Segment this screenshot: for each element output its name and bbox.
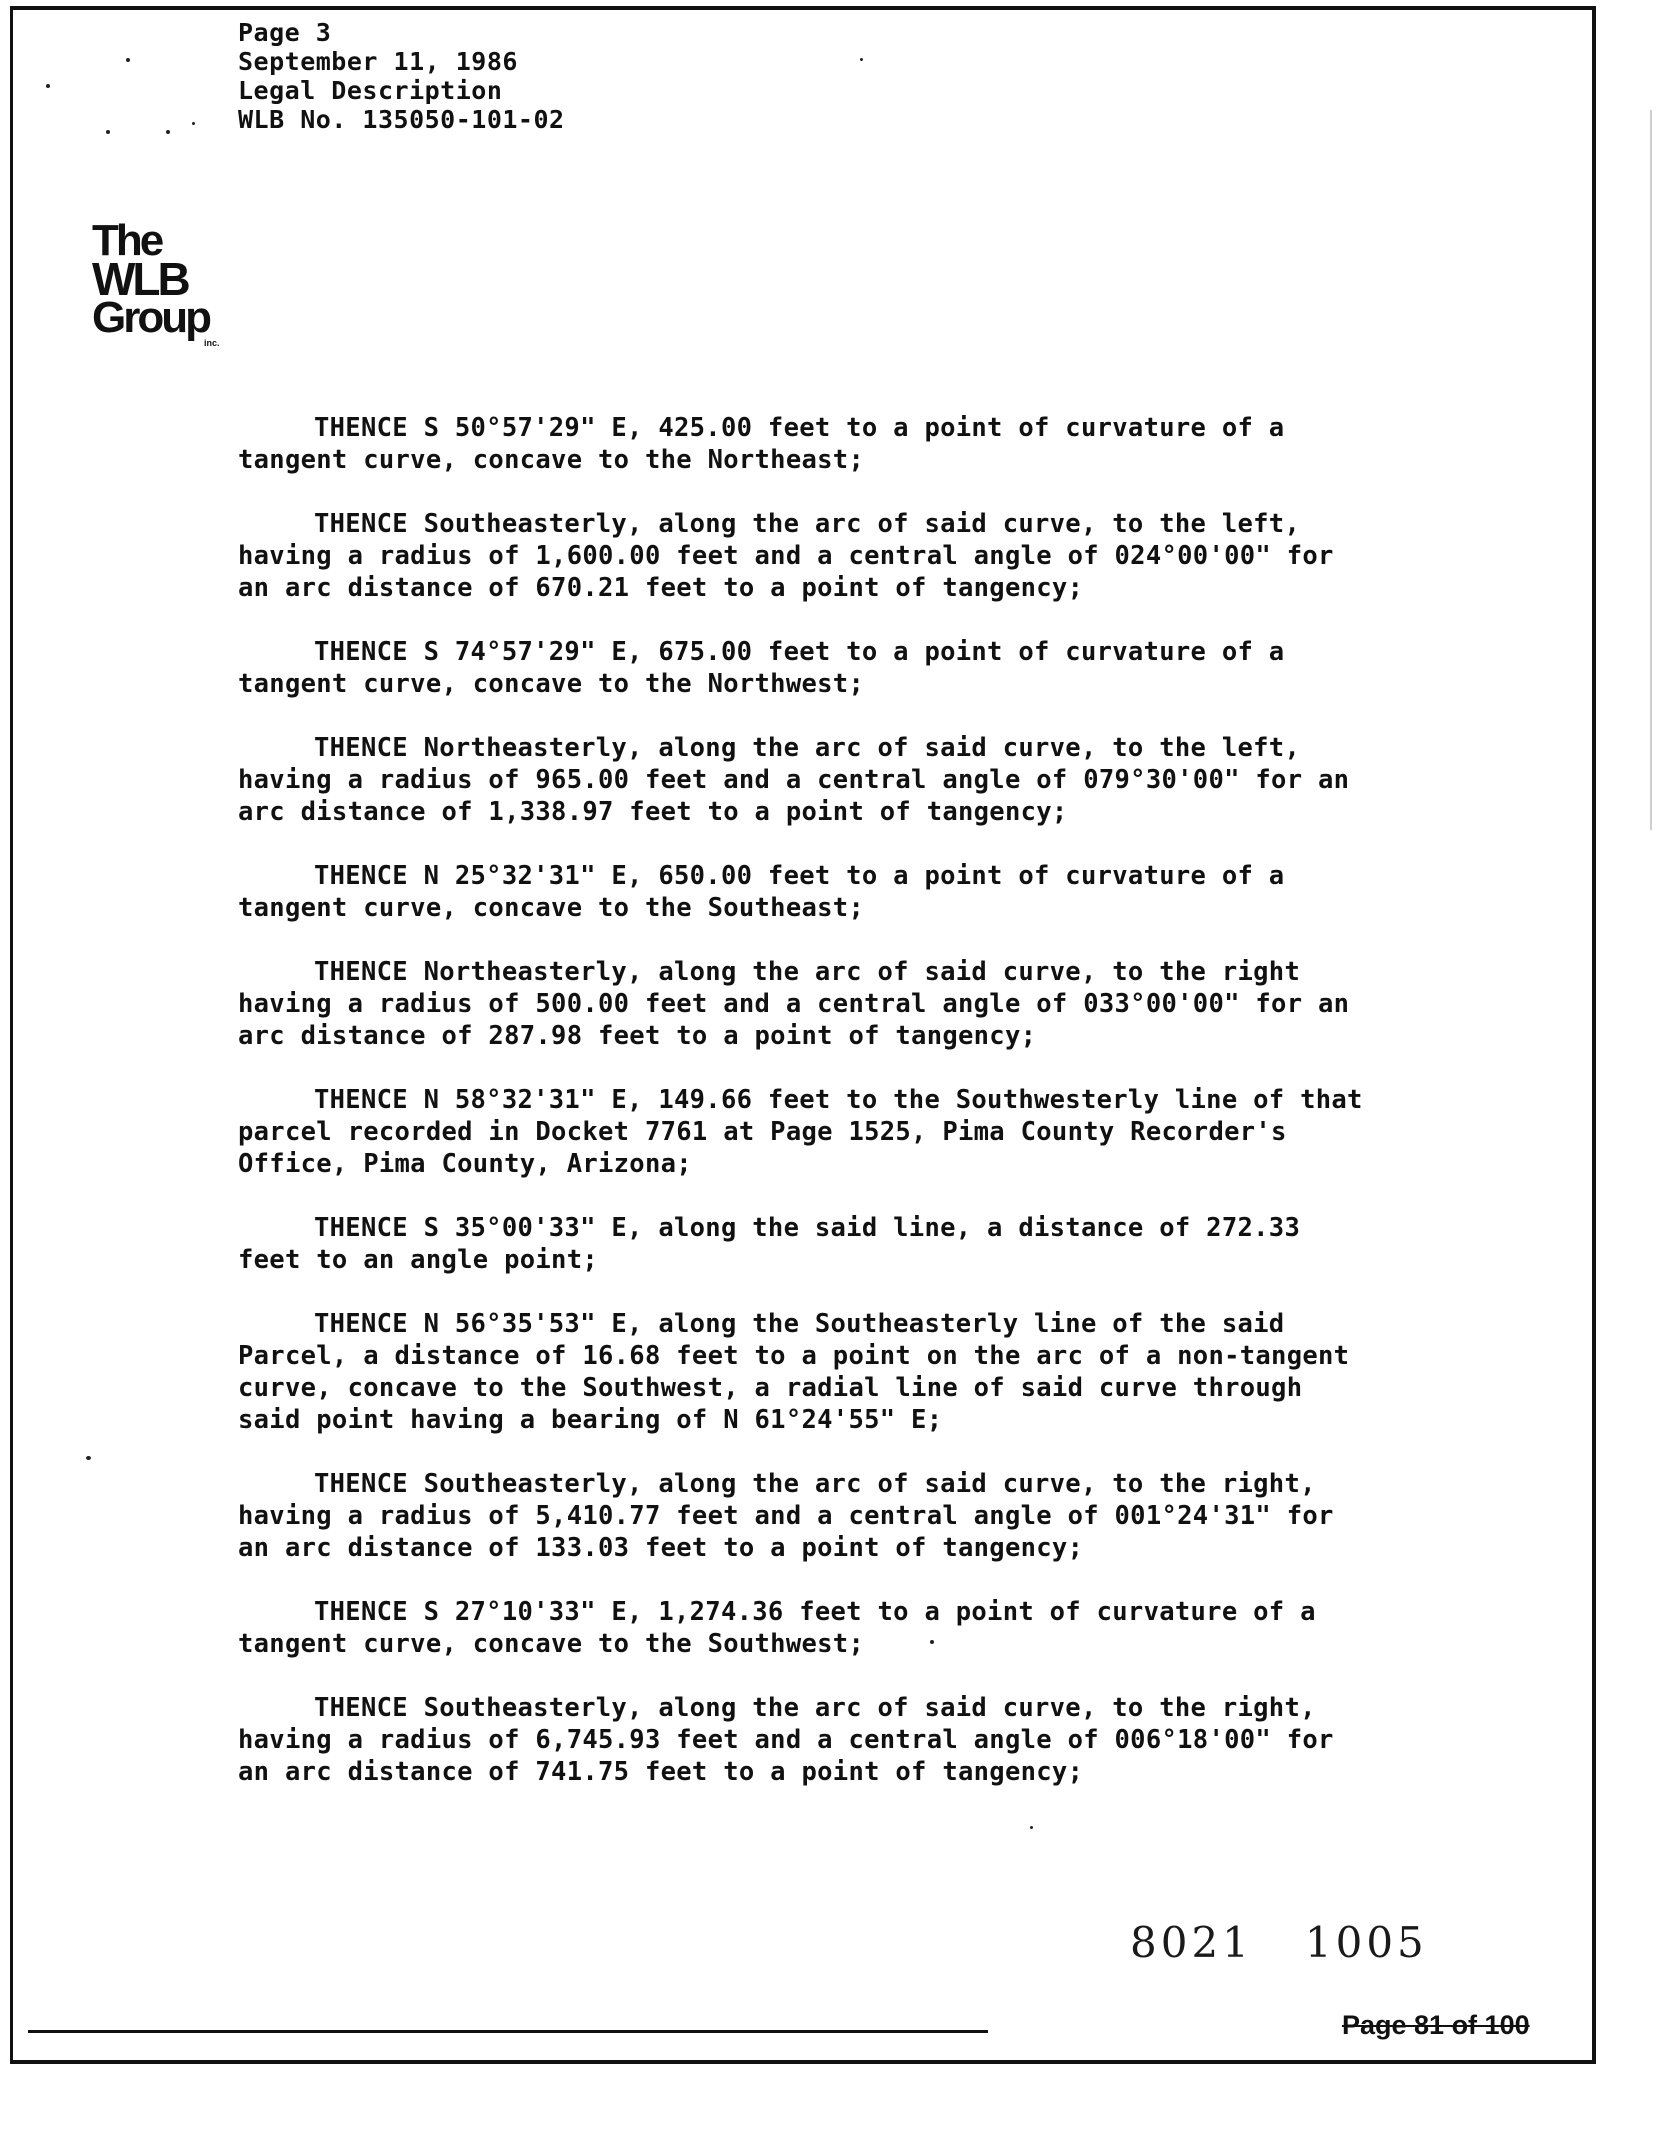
paragraph-line: THENCE N 25°32'31" E, 650.00 feet to a point of curvature of a (314, 861, 1285, 891)
paragraph (238, 636, 1368, 700)
scan-speck (860, 58, 863, 61)
wlb-number: WLB No. 135050-101-02 (238, 105, 565, 134)
docket-page-number: 1005 (1304, 1918, 1428, 1967)
paragraph-line: tangent curve, concave to the Southwest; (238, 1629, 865, 1659)
recording-stamp (1130, 1918, 1428, 1967)
paragraph-line: an arc distance of 741.75 feet to a point of tangency; (238, 1757, 1084, 1787)
wlb-group-logo (92, 216, 220, 348)
paragraph-line: an arc distance of 670.21 feet to a point of tangency; (238, 573, 1084, 603)
paragraph-line: Office, Pima County, Arizona; (238, 1149, 692, 1179)
paragraph-line: THENCE S 74°57'29" E, 675.00 feet to a point of curvature of a (314, 637, 1285, 667)
paragraph (238, 412, 1368, 476)
paragraph (238, 1596, 1368, 1660)
paragraph-line: THENCE Northeasterly, along the arc of said curve, to the right (314, 957, 1301, 987)
paragraph-line: feet to an angle point; (238, 1245, 599, 1275)
document-date: September 11, 1986 (238, 47, 518, 76)
scan-speck (166, 130, 170, 134)
paragraph-line: THENCE Southeasterly, along the arc of said curve, to the left, (314, 509, 1301, 539)
paragraph-line: THENCE Northeasterly, along the arc of said curve, to the left, (314, 733, 1301, 763)
paragraph (238, 860, 1368, 924)
paragraph-line: an arc distance of 133.03 feet to a point of tangency; (238, 1533, 1084, 1563)
logo-suffix: inc. (204, 338, 220, 348)
scan-speck (1030, 1826, 1033, 1829)
paragraph-line: THENCE Southeasterly, along the arc of said curve, to the right, (314, 1693, 1316, 1723)
scan-speck (126, 58, 130, 62)
paragraph (238, 732, 1368, 828)
paragraph-line: THENCE N 58°32'31" E, 149.66 feet to the Southwesterly line of that (314, 1085, 1363, 1115)
scan-speck (192, 122, 195, 125)
paragraph-line: THENCE S 27°10'33" E, 1,274.36 feet to a point of curvature of a (314, 1597, 1316, 1627)
paragraph-line: arc distance of 287.98 feet to a point of tangency; (238, 1021, 1037, 1051)
paragraph (238, 1468, 1368, 1564)
paragraph-line: parcel recorded in Docket 7761 at Page 1525, Pima County Recorder's (238, 1117, 1287, 1147)
paragraph (238, 1692, 1368, 1788)
legal-description-body (238, 412, 1368, 1820)
scan-speck (930, 1640, 934, 1644)
scan-speck (86, 1456, 91, 1460)
scan-edge-mark (1650, 110, 1652, 830)
paragraph-line: said point having a bearing of N 61°24'55" E; (238, 1405, 943, 1435)
logo-line-group: Group (92, 293, 209, 343)
paragraph-line: having a radius of 1,600.00 feet and a central angle of 024°00'00" for (238, 541, 1334, 571)
paragraph-line: Parcel, a distance of 16.68 feet to a point on the arc of a non-tangent (238, 1341, 1350, 1371)
paragraph (238, 956, 1368, 1052)
paragraph-line: tangent curve, concave to the Southeast; (238, 893, 865, 923)
scan-speck (46, 84, 50, 88)
paragraph-line: THENCE S 35°00'33" E, along the said line, a distance of 272.33 (314, 1213, 1301, 1243)
paragraph-line: arc distance of 1,338.97 feet to a point of tangency; (238, 797, 1068, 827)
paragraph-line: having a radius of 6,745.93 feet and a central angle of 006°18'00" for (238, 1725, 1334, 1755)
logo-line-wlb: WLB (92, 252, 188, 305)
docket-number: 8021 (1130, 1918, 1253, 1967)
paragraph (238, 1212, 1368, 1276)
paragraph-line: curve, concave to the Southwest, a radial line of said curve through (238, 1373, 1303, 1403)
paragraph (238, 1084, 1368, 1180)
bottom-rule (28, 2030, 988, 2033)
paragraph-line: having a radius of 965.00 feet and a central angle of 079°30'00" for an (238, 765, 1350, 795)
paragraph-line: THENCE Southeasterly, along the arc of said curve, to the right, (314, 1469, 1316, 1499)
paragraph (238, 508, 1368, 604)
paragraph-line: THENCE N 56°35'53" E, along the Southeasterly line of the said (314, 1309, 1285, 1339)
document-title: Legal Description (238, 76, 503, 105)
page-of-count: Page 81 of 100 (1342, 2010, 1530, 2040)
paragraph-line: having a radius of 5,410.77 feet and a central angle of 001°24'31" for (238, 1501, 1334, 1531)
paragraph (238, 1308, 1368, 1436)
scan-speck (106, 130, 110, 134)
paragraph-line: having a radius of 500.00 feet and a central angle of 033°00'00" for an (238, 989, 1350, 1019)
paragraph-line: tangent curve, concave to the Northeast; (238, 445, 865, 475)
logo-line-the: The (92, 216, 162, 265)
paragraph-line: THENCE S 50°57'29" E, 425.00 feet to a point of curvature of a (314, 413, 1285, 443)
document-header (238, 18, 565, 134)
page-number: Page 3 (238, 18, 332, 47)
paragraph-line: tangent curve, concave to the Northwest; (238, 669, 865, 699)
